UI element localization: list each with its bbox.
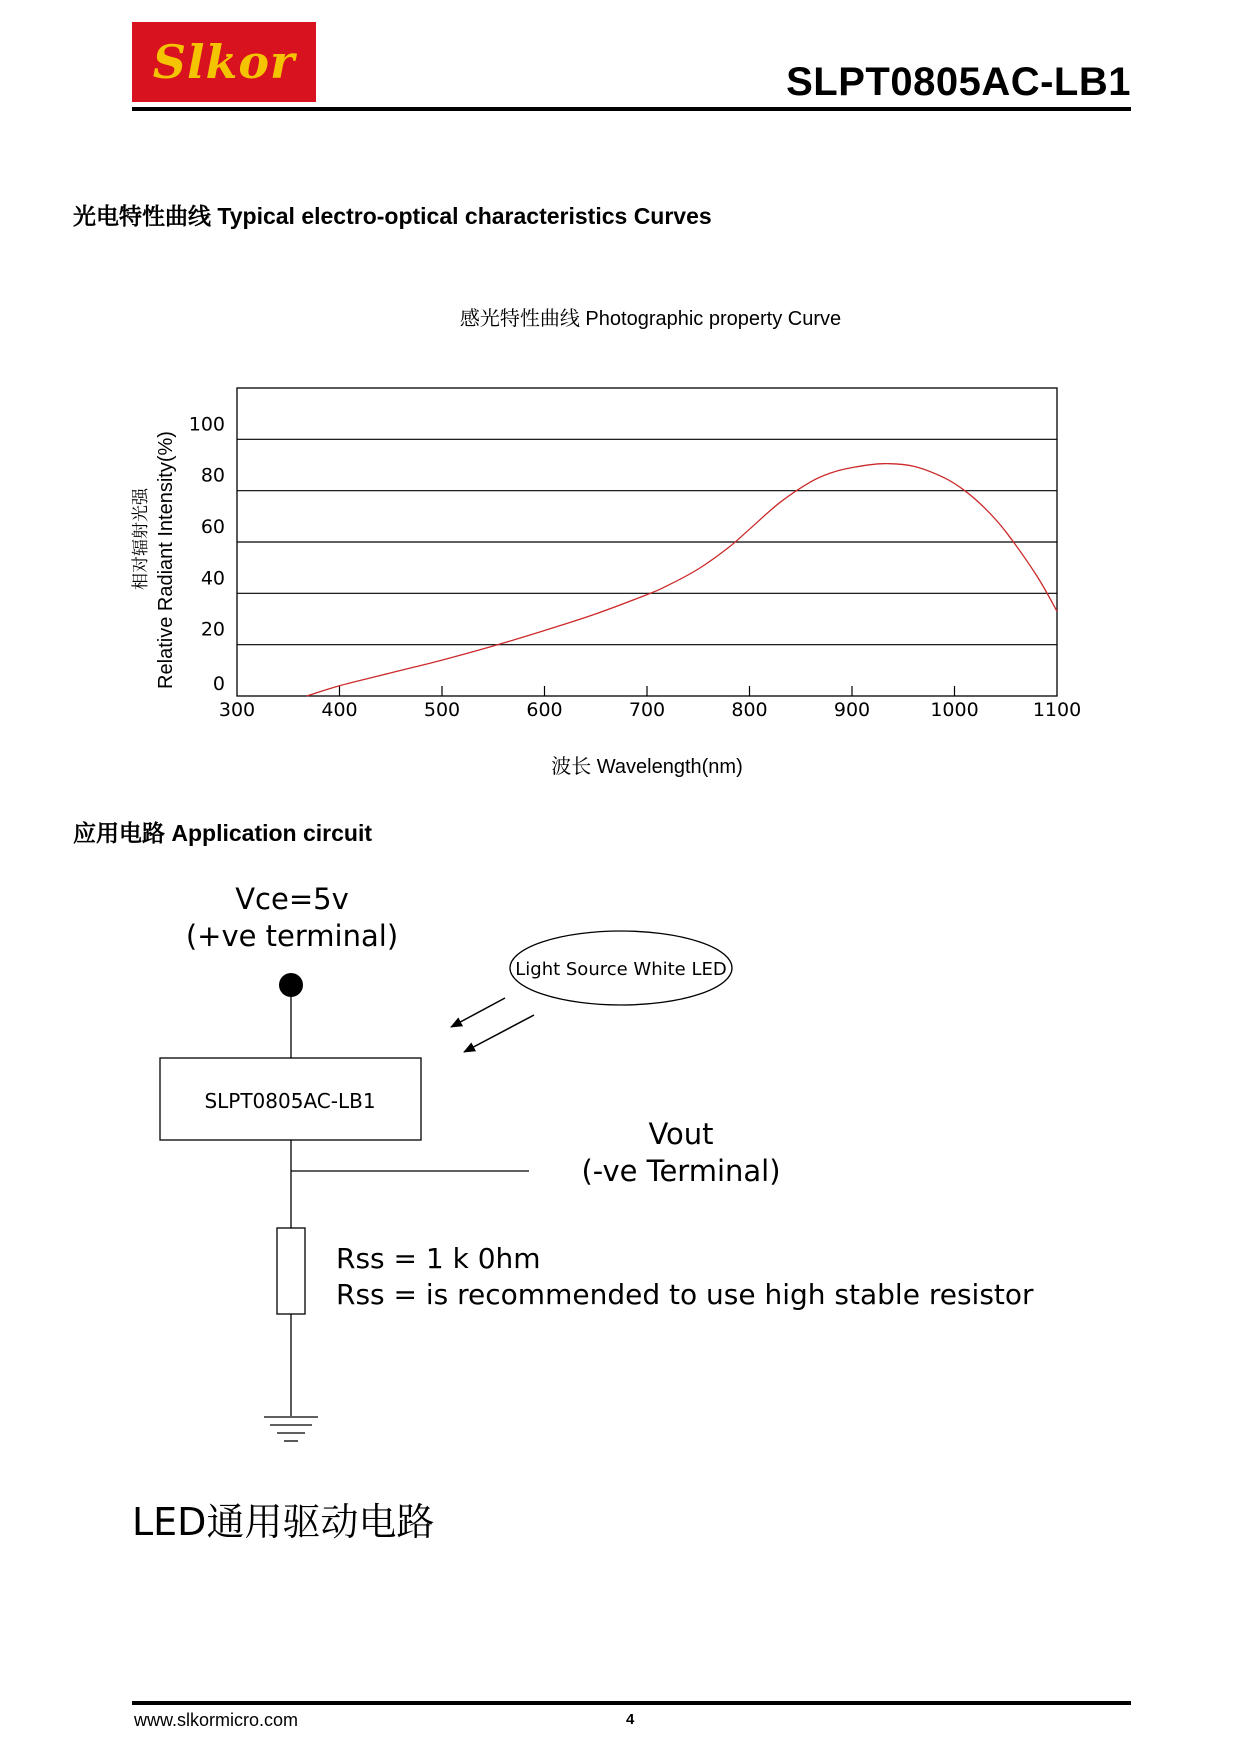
- part-number-title: SLPT0805AC-LB1: [786, 60, 1131, 104]
- x-tick-label: 900: [833, 699, 871, 721]
- vce-label: Vce=5v: [235, 882, 349, 916]
- circuit-caption: LED通用驱动电路: [132, 1500, 435, 1544]
- application-section-heading: 应用电路 Application circuit: [73, 820, 373, 846]
- y-tick-label: 0: [212, 673, 225, 695]
- vout-label: Vout: [648, 1117, 714, 1151]
- x-tick-label: 500: [423, 699, 461, 721]
- y-axis-label-cn: 相对辐射光强: [131, 488, 151, 590]
- y-tick-label: 20: [200, 618, 225, 641]
- page-number: 4: [626, 1711, 635, 1728]
- x-tick-label: 1000: [930, 699, 979, 721]
- light-source-label: Light Source White LED: [515, 959, 727, 980]
- chart-title: 感光特性曲线 Photographic property Curve: [459, 308, 842, 330]
- ground-symbol: [264, 1417, 318, 1441]
- x-tick-label: 800: [731, 699, 768, 721]
- y-tick-label: 40: [200, 567, 225, 590]
- x-tick-label: 400: [321, 699, 358, 721]
- logo-wordmark: Slkor: [152, 35, 296, 89]
- vout-terminal-label: (-ve Terminal): [581, 1154, 781, 1188]
- footer-rule: [132, 1701, 1131, 1705]
- y-tick-label: 80: [200, 464, 225, 487]
- light-arrow-upper: [451, 998, 505, 1027]
- footer-website: www.slkormicro.com: [134, 1710, 299, 1730]
- curves-section-heading: 光电特性曲线 Typical electro-optical characteristics Curves: [73, 203, 712, 229]
- light-arrow-lower: [464, 1015, 534, 1052]
- x-tick-label: 700: [628, 699, 666, 721]
- x-tick-label: 300: [218, 699, 256, 721]
- x-tick-label: 1100: [1032, 699, 1082, 721]
- y-tick-label: 60: [200, 516, 225, 538]
- vce-terminal-label: (+ve terminal): [185, 919, 399, 953]
- device-label: SLPT0805AC-LB1: [204, 1089, 376, 1113]
- resistor-rss: [277, 1228, 305, 1314]
- y-tick-label: 100: [188, 413, 225, 436]
- rss-note-text: Rss = is recommended to use high stable resistor: [336, 1278, 1034, 1311]
- x-axis-label: 波长 Wavelength(nm): [551, 756, 743, 778]
- rss-value-text: Rss = 1 k 0hm: [336, 1242, 541, 1275]
- y-axis-label-en: Relative Radiant Intensity(%): [155, 431, 177, 689]
- x-tick-label: 600: [526, 699, 563, 721]
